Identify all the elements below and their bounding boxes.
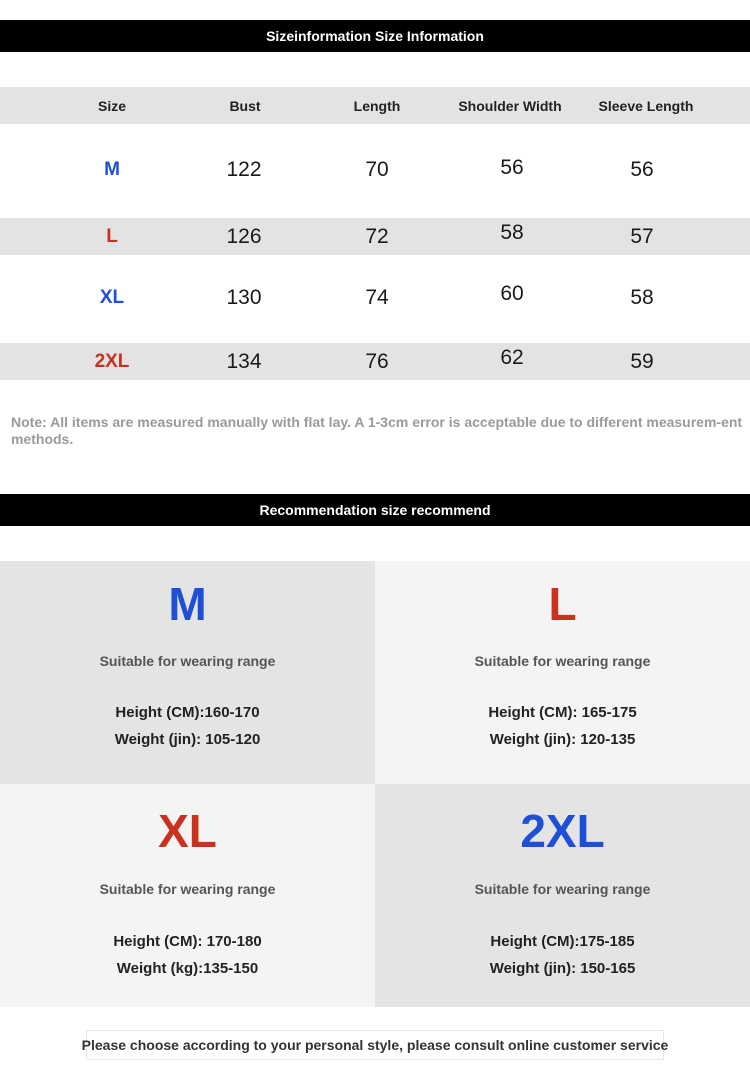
length-value: 72 [365,224,389,248]
sleeve-length-value: 58 [630,286,654,309]
size-card-size: M [168,578,207,630]
size-card-height: Height (CM):175-185 [490,933,635,950]
recommendation-title: Recommendation size recommend [259,502,491,518]
bust-value: 122 [226,158,262,181]
table-row [0,140,750,200]
column-header-length: Length [353,97,401,114]
size-card-subtitle: Suitable for wearing range [99,653,276,669]
size-card [375,784,750,1007]
size-card [0,561,375,784]
size-card-subtitle: Suitable for wearing range [99,881,276,897]
recommendation-header [0,494,750,526]
size-card [375,561,750,784]
sleeve-length-value: 56 [630,158,654,181]
shoulder-width-value: 62 [500,345,524,369]
bust-value: 130 [226,286,262,309]
shoulder-width-value: 58 [500,220,524,244]
size-card-weight: Weight (kg):135-150 [116,960,259,977]
size-card-weight: Weight (jin): 150-165 [489,960,636,977]
size-table-header-row [0,87,750,124]
measurement-note: Note: All items are measured manually with flat lay. A 1-3cm error is acceptable due to different measurem-ent methods. [11,414,743,447]
sleeve-length-value: 59 [630,349,654,373]
length-value: 74 [365,286,389,309]
size-card-weight: Weight (jin): 120-135 [489,731,636,748]
size-card-height: Height (CM):160-170 [115,704,260,721]
table-row [0,343,750,380]
size-label: L [106,225,118,247]
column-header-shoulder-width: Shoulder Width [458,97,562,114]
footer-notice: Please choose according to your personal style, please consult online customer service [86,1030,664,1060]
size-card-subtitle: Suitable for wearing range [474,653,651,669]
size-card-height: Height (CM): 165-175 [488,704,637,721]
sleeve-length-value: 57 [630,224,654,248]
size-card-weight: Weight (jin): 105-120 [114,731,261,748]
size-label: XL [99,287,125,308]
table-row [0,268,750,328]
column-header-sleeve-length: Sleeve Length [598,97,694,114]
size-card [0,784,375,1007]
bust-value: 126 [226,224,262,248]
size-information-title: Sizeinformation Size Information [266,28,484,44]
shoulder-width-value: 56 [500,156,524,179]
length-value: 70 [365,158,389,181]
size-label: M [104,159,120,180]
size-label: 2XL [94,350,130,372]
size-information-header [0,20,750,52]
size-card-size: 2XL [520,805,605,857]
size-card-size: XL [158,805,217,857]
shoulder-width-value: 60 [500,282,524,305]
size-card-size: L [548,578,577,630]
length-value: 76 [365,349,389,373]
column-header-size: Size [97,97,126,114]
size-card-subtitle: Suitable for wearing range [474,881,651,897]
size-card-height: Height (CM): 170-180 [113,933,262,950]
column-header-bust: Bust [229,97,261,114]
table-row [0,218,750,255]
bust-value: 134 [226,349,262,373]
